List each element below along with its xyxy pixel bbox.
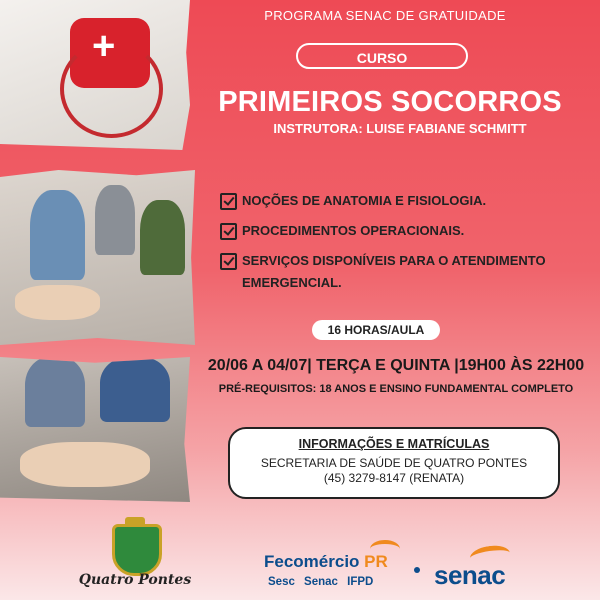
separator-dot (414, 567, 420, 573)
municipal-crest-icon (112, 524, 162, 576)
topic-item (220, 190, 580, 212)
info-box (228, 427, 560, 499)
checkbox-icon (220, 253, 237, 270)
info-location: SECRETARIA DE SAÚDE DE QUATRO PONTES (260, 456, 528, 470)
topic-text: NOÇÕES DE ANATOMIA E FISIOLOGIA. (242, 193, 487, 208)
info-phone: (45) 3279-8147 (RENATA) (323, 471, 465, 485)
cpr-manikin (20, 442, 150, 487)
topic-item (220, 220, 580, 242)
instructor-figure (30, 190, 85, 280)
first-aid-kit-photo (0, 0, 190, 150)
fecomercio-arc-icon (370, 540, 400, 558)
cpr-manikin (15, 285, 100, 320)
trainee-figure (100, 357, 170, 422)
topic-item (220, 250, 580, 294)
prerequisites-text: PRÉ-REQUISITOS: 18 ANOS E ENSINO FUNDAMENTAL COMPLETO (218, 383, 574, 395)
topic-text: SERVIÇOS DISPONÍVEIS PARA O ATENDIMENTO EMERGENCIAL. (242, 253, 546, 290)
senac-logo: senac (434, 560, 506, 590)
schedule-text: 20/06 A 04/07| TERÇA E QUINTA |19H00 ÀS 22H00 (207, 357, 585, 374)
checkbox-icon (220, 223, 237, 240)
fecomercio-subbrands: Sesc Senac IFPD (268, 576, 374, 588)
stethoscope-icon (60, 40, 163, 138)
checkbox-icon (220, 193, 237, 210)
topics-list (220, 190, 580, 302)
hours-badge: 16 HORAS/AULA (312, 320, 440, 340)
student-figure (140, 200, 185, 275)
instructor-label: INSTRUTORA: LUISE FABIANE SCHMITT (273, 121, 527, 136)
fecomercio-state: PR (364, 552, 388, 571)
trainee-figure (25, 357, 85, 427)
program-header: PROGRAMA SENAC DE GRATUIDADE (264, 8, 506, 23)
fecomercio-name: Fecomércio (264, 552, 360, 571)
course-title: PRIMEIROS SOCORROS (218, 86, 562, 118)
municipality-name: Quatro Pontes (78, 572, 192, 588)
info-title: INFORMAÇÕES E MATRÍCULAS (298, 437, 490, 451)
cpr-practice-photo (0, 357, 190, 502)
training-class-photo (0, 170, 195, 345)
course-badge: CURSO (296, 43, 468, 69)
student-figure (95, 185, 135, 255)
topic-text: PROCEDIMENTOS OPERACIONAIS. (242, 223, 465, 238)
